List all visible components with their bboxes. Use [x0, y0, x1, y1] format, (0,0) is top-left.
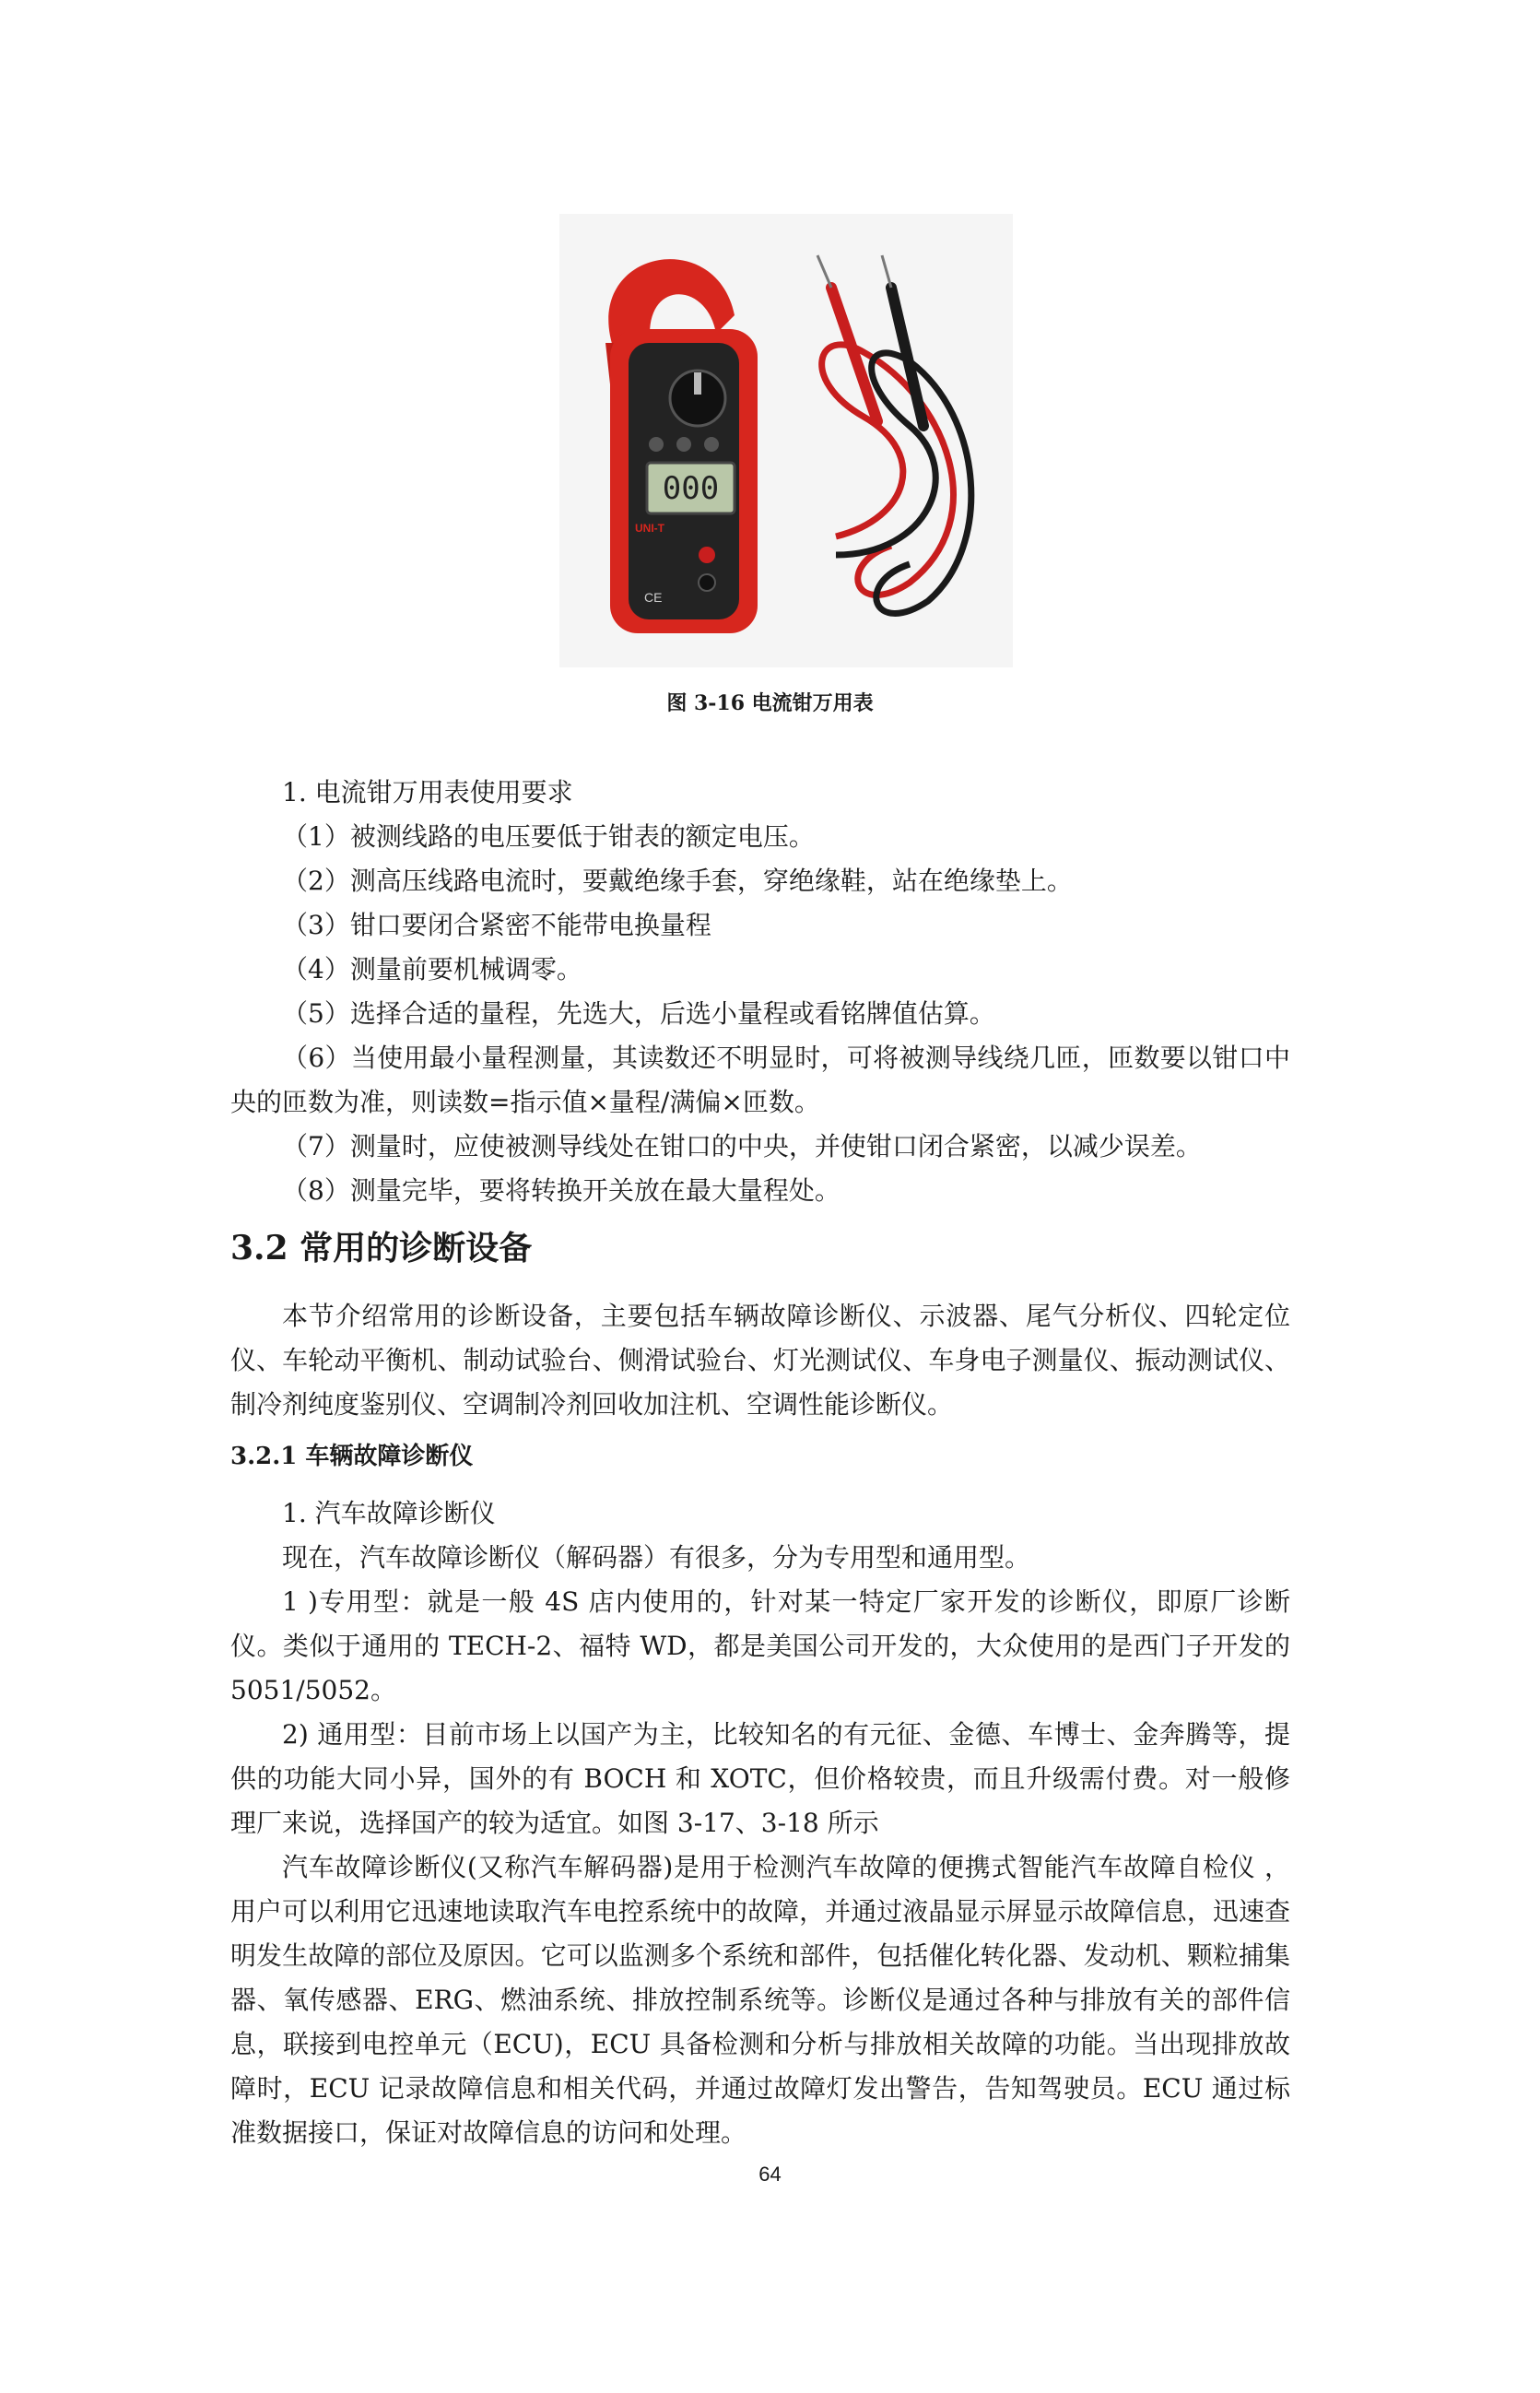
- section-intro: 本节介绍常用的诊断设备，主要包括车辆故障诊断仪、示波器、尾气分析仪、四轮定位仪、车轮动平衡机、制动试验台、侧滑试验台、灯光测试仪、车身电子测量仪、振动测试仪、制冷剂纯度鉴别仪、空调制冷剂回收加注机、空调性能诊断仪。: [230, 1301, 1290, 1420]
- list-item: （1）被测线路的电压要低于钳表的额定电压。: [282, 821, 815, 852]
- item-heading: 1. 汽车故障诊断仪: [282, 1498, 496, 1528]
- meter-lcd-readout: 000: [662, 470, 720, 507]
- list-item: （4）测量前要机械调零。: [282, 954, 582, 984]
- meter-ce-mark: CE: [644, 590, 663, 605]
- list-item: （8）测量完毕，要将转换开关放在最大量程处。: [282, 1175, 841, 1206]
- list-item: （7）测量时，应使被测导线处在钳口的中央，并使钳口闭合紧密，以减少误差。: [282, 1131, 1202, 1161]
- clamp-multimeter-photo: [559, 214, 1013, 667]
- list-item: （2）测高压线路电流时，要戴绝缘手套，穿绝缘鞋，站在绝缘垫上。: [282, 866, 1073, 896]
- subsection-title: 3.2.1 车辆故障诊断仪: [230, 1443, 474, 1470]
- list-item: （5）选择合适的量程，先选大，后选小量程或看铭牌值估算。: [282, 998, 995, 1029]
- paragraph: 现在，汽车故障诊断仪（解码器）有很多，分为专用型和通用型。: [282, 1542, 1031, 1573]
- paragraph: 1 )专用型：就是一般 4S 店内使用的，针对某一特定厂家开发的诊断仪，即原厂诊断仪。类似于通用的 TECH-2、福特 WD，都是美国公司开发的，大众使用的是西门子开发的 5051/5052。: [230, 1586, 1290, 1705]
- list-item: （3）钳口要闭合紧密不能带电换量程: [282, 910, 711, 940]
- paragraph: 2) 通用型：目前市场上以国产为主，比较知名的有元征、金德、车博士、金奔腾等，提供的功能大同小异，国外的有 BOCH 和 XOTC，但价格较贵，而且升级需付费。对一般修理厂来说，选择国产的较为适宜。如图 3-17、3-18 所示: [230, 1719, 1290, 1838]
- paragraph: 汽车故障诊断仪(又称汽车解码器)是用于检测汽车故障的便携式智能汽车故障自检仪 ，用户可以利用它迅速地读取汽车电控系统中的故障，并通过液晶显示屏显示故障信息，迅速查明发生故障的部位及原因。它可以监测多个系统和部件，包括催化转化器、发动机、颗粒捕集器、氧传感器、ERG、燃油系统、排放控制系统等。诊断仪是通过各种与排放有关的部件信息，联接到电控单元（ECU)，ECU 具备检测和分析与排放相关故障的功能。当出现排放故障时，ECU 记录故障信息和相关代码，并通过故障灯发出警告，告知驾驶员。ECU 通过标准数据接口，保证对故障信息的访问和处理。: [230, 1852, 1290, 2148]
- section-title: 3.2 常用的诊断设备: [230, 1229, 533, 1267]
- page-number: 64: [758, 2163, 782, 2186]
- list-item: （6）当使用最小量程测量，其读数还不明显时，可将被测导线绕几匝，匝数要以钳口中央的匝数为准，则读数=指示值×量程/满偏×匝数。: [230, 1043, 1290, 1117]
- figure-caption: 图 3-16 电流钳万用表: [666, 691, 874, 715]
- clamp-multimeter-illustration: [559, 214, 1013, 667]
- list-heading: 1. 电流钳万用表使用要求: [282, 777, 573, 807]
- meter-brand-label: UNI-T: [635, 522, 664, 535]
